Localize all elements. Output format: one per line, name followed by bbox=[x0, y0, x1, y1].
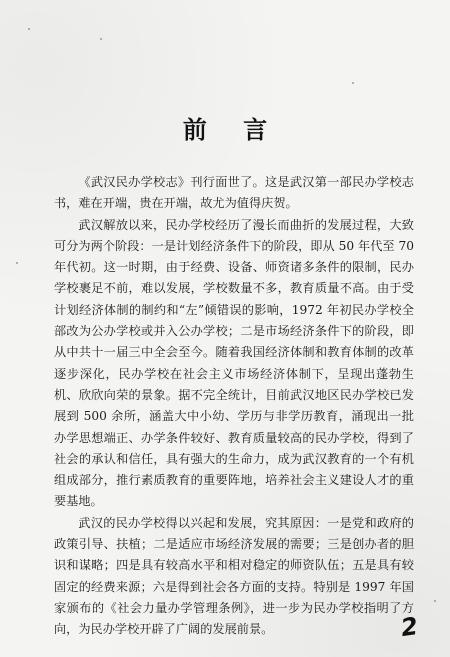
scan-speck bbox=[434, 600, 436, 602]
paragraph-2: 武汉解放以来，民办学校经历了漫长而曲折的发展过程，大致可分为两个阶段：一是计划经济条件下的阶段，即从 50 年代至 70 年代初。这一时期，由于经费、设备、师资诸多条件的限制，民办学校裹足不前，难以发展，学校数量不多，教育质量不高。由于受计划经济体制的制约和“左”倾错误的影响，1972 年初民办学校全部改为公办学校或并入公办学校；二是市场经济条件下的阶段，即从中共十一届三中全会至今。随着我国经济体制和教育体制的改革逐步深化，民办学校在社会主义市场经济体制下，呈现出蓬勃生机、欣欣向荣的景象。据不完全统计，目前武汉地区民办学校已发展到 500 余所，涵盖大中小幼、学历与非学历教育，涌现出一批办学思想端正、办学条件较好、教育质量较高的民办学校，得到了社会的承认和信任，具有强大的生命力，成为武汉教育的一个有机组成部分，推行素质教育的重要阵地，培养社会主义建设人才的重要基地。 bbox=[54, 217, 414, 509]
scan-speck bbox=[16, 262, 18, 264]
page-title: 前 言 bbox=[182, 116, 282, 144]
paragraph-3: 武汉的民办学校得以兴起和发展，究其原因：一是党和政府的政策引导、扶植；二是适应市场经济发展的需要；三是创办者的胆识和谋略；四是具有较高水平和相对稳定的师资队伍；五是具有较固定的经费来源；六是得到社会各方面的支持。特别是 1997 年国家颁布的《社会力量办学管理条例》，进一步为民办学校指明了方向，为民办学校开辟了广阔的发展前景。 bbox=[54, 515, 414, 637]
scan-speck bbox=[100, 38, 102, 40]
scan-speck bbox=[352, 82, 354, 84]
paragraph-1: 《武汉民办学校志》刊行面世了。这是武汉第一部民办学校志书，难在开端，贵在开端，故尤为值得庆贺。 bbox=[54, 175, 414, 211]
body-text bbox=[54, 172, 414, 641]
page-number: 2 bbox=[399, 611, 420, 643]
scan-speck bbox=[28, 28, 30, 30]
